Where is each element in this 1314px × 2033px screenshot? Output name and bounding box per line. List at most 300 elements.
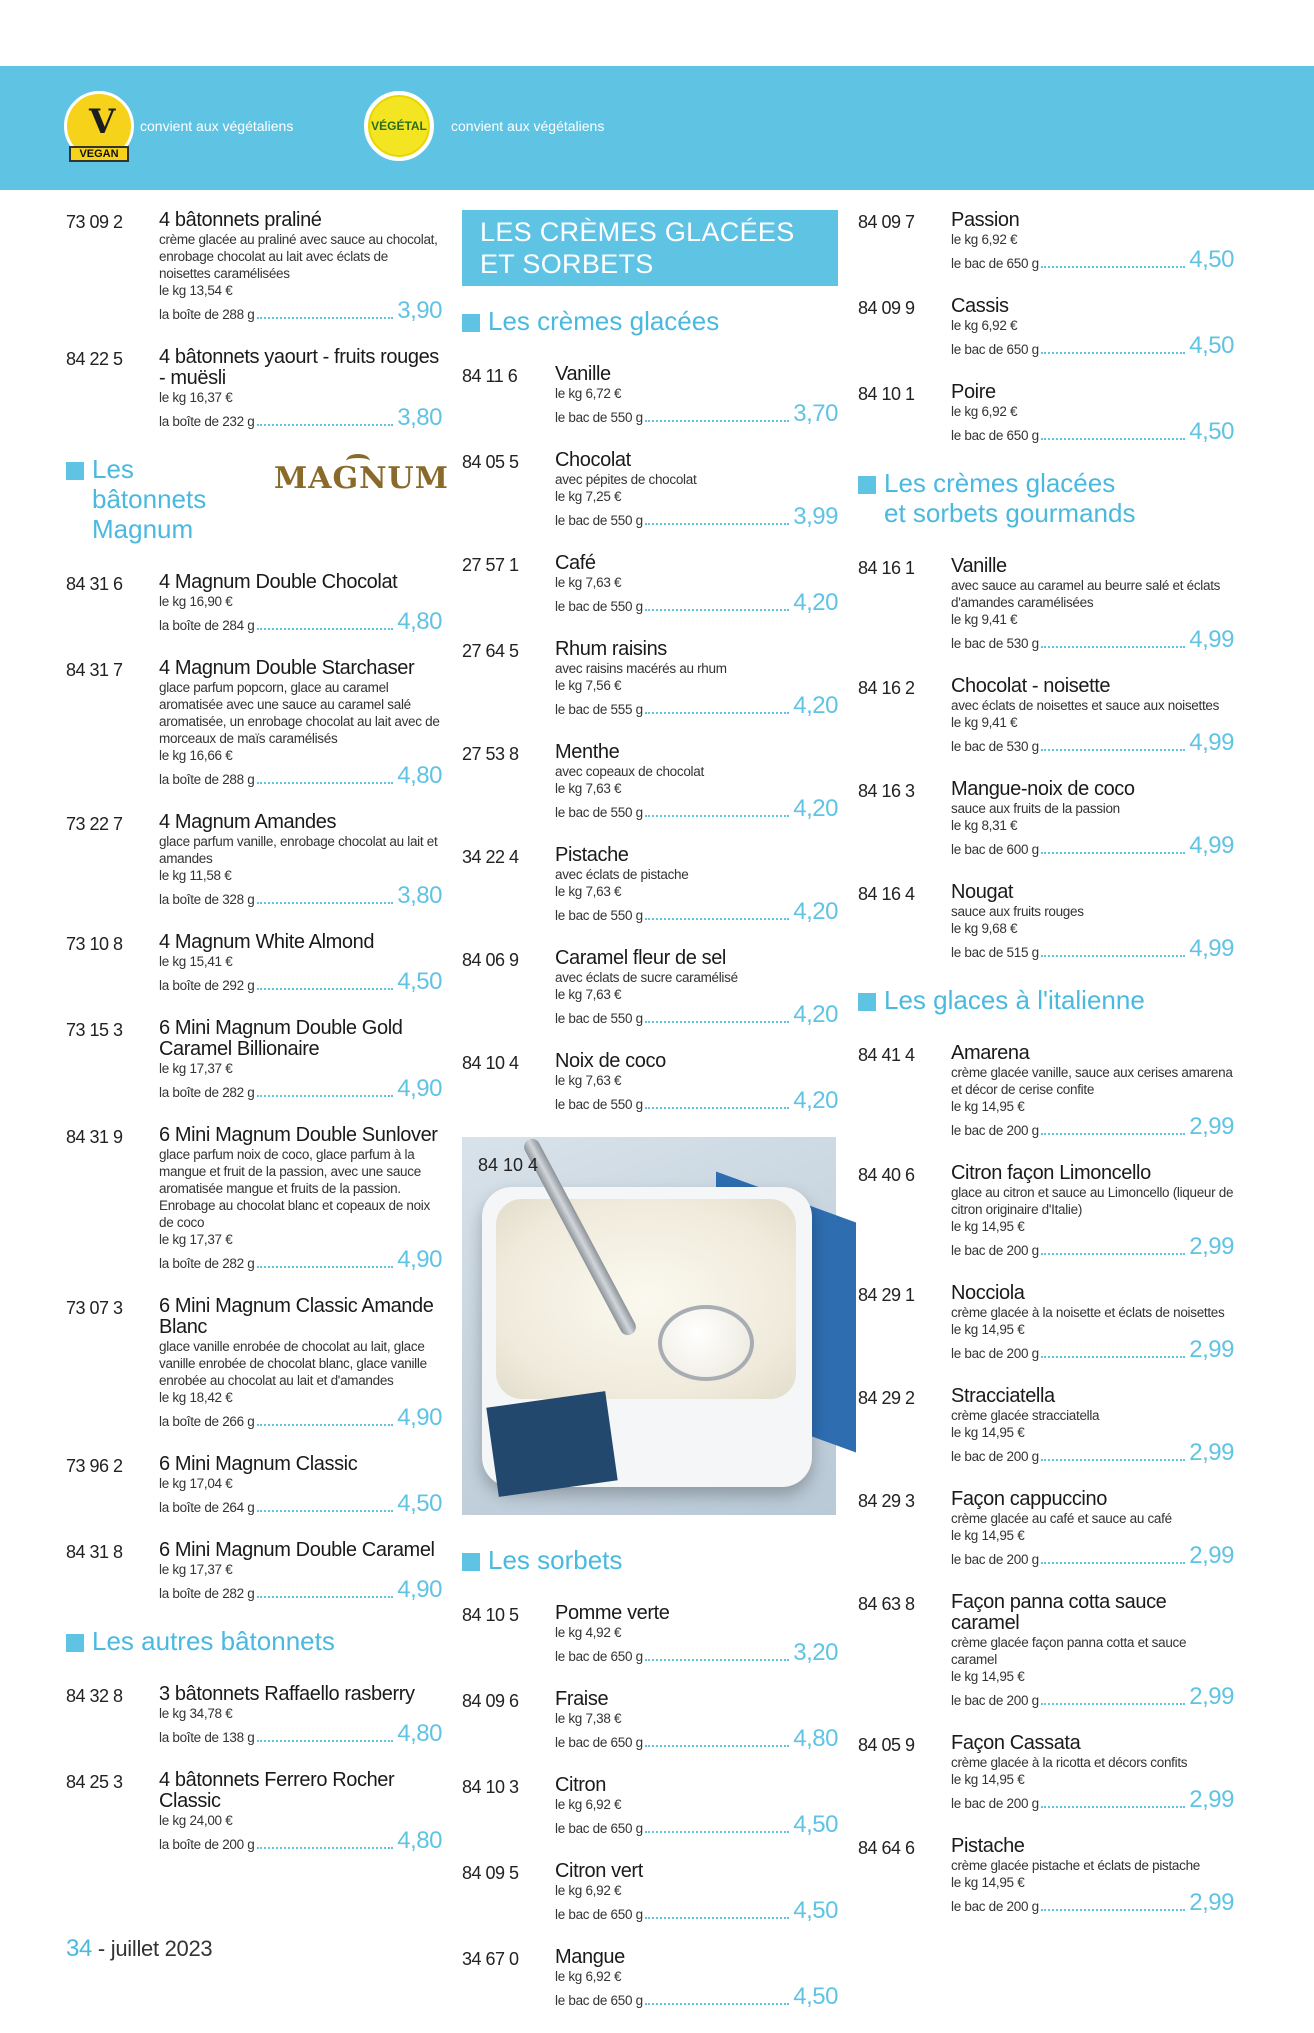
dotted-leader: [1041, 1909, 1185, 1911]
product-name: Caramel fleur de sel: [555, 947, 726, 969]
product-price: 4,50: [793, 1811, 838, 1838]
price-row: [159, 884, 442, 908]
price-per-kg: le kg 7,63 €: [555, 884, 622, 899]
dotted-leader: [257, 1424, 394, 1426]
price-row: [951, 834, 1234, 858]
price-row: [159, 406, 442, 430]
product-item: [462, 553, 838, 615]
package-size: le bac de 515 g: [951, 945, 1039, 960]
package-size: le bac de 550 g: [555, 1097, 643, 1112]
product-description: crème glacée pistache et éclats de pistache: [951, 1858, 1200, 1873]
package-size: le bac de 650 g: [951, 342, 1039, 357]
price-per-kg: le kg 18,42 €: [159, 1390, 233, 1405]
section-italienne: [858, 985, 1234, 1015]
package-size: la boîte de 138 g: [159, 1730, 255, 1745]
product-item: [858, 779, 1234, 858]
photo-scoop: [658, 1305, 754, 1381]
product-item: [858, 1836, 1234, 1915]
product-item: [66, 658, 442, 788]
product-name: Vanille: [951, 555, 1007, 577]
price-per-kg: le kg 4,92 €: [555, 1625, 622, 1640]
magnum-logo: [274, 461, 449, 496]
product-code: 84 09 6: [462, 1691, 519, 1711]
category-title-line2: ET SORBETS: [480, 249, 654, 279]
price-per-kg: le kg 7,63 €: [555, 1073, 622, 1088]
dotted-leader: [645, 420, 789, 422]
product-price: 4,20: [793, 1001, 838, 1028]
column-right: [858, 210, 1234, 1939]
dotted-leader: [1041, 1253, 1185, 1255]
product-price: 2,99: [1189, 1786, 1234, 1813]
package-size: le bac de 650 g: [951, 256, 1039, 271]
product-price: 2,99: [1189, 1889, 1234, 1916]
product-name: Vanille: [555, 363, 611, 385]
dotted-leader: [645, 1107, 789, 1109]
product-description: avec éclats de pistache: [555, 867, 689, 882]
price-per-kg: le kg 14,95 €: [951, 1875, 1025, 1890]
product-price: 4,50: [793, 1897, 838, 1924]
package-size: le bac de 530 g: [951, 739, 1039, 754]
price-per-kg: le kg 14,95 €: [951, 1322, 1025, 1337]
product-description: crème glacée stracciatella: [951, 1408, 1100, 1423]
price-row: [159, 1492, 442, 1516]
product-price: 4,20: [793, 898, 838, 925]
category-banner: [462, 210, 838, 286]
section-title: Les bâtonnets Magnum: [92, 454, 207, 544]
product-name: Mangue: [555, 1946, 625, 1968]
price-row: [951, 334, 1234, 358]
price-per-kg: le kg 34,78 €: [159, 1706, 233, 1721]
product-price: 4,90: [397, 1404, 442, 1431]
product-name: 4 Magnum Amandes: [159, 811, 337, 833]
dotted-leader: [1041, 1133, 1185, 1135]
price-per-kg: le kg 16,66 €: [159, 748, 233, 763]
product-price: 3,80: [397, 882, 442, 909]
list-gourmands: [858, 556, 1234, 961]
product-description: glace parfum vanille, enrobage chocolat au lait et amandes: [159, 834, 438, 866]
price-row: [555, 694, 838, 718]
package-size: le bac de 200 g: [951, 1693, 1039, 1708]
price-row: [555, 900, 838, 924]
product-code: 34 67 0: [462, 1949, 519, 1969]
product-name: 6 Mini Magnum Double Caramel: [159, 1539, 435, 1561]
dotted-leader: [1041, 1806, 1185, 1808]
list-top: [66, 210, 442, 430]
product-code: 73 22 7: [66, 814, 123, 834]
price-row: [555, 1003, 838, 1027]
vegan-logo: [64, 91, 134, 161]
product-name: Nocciola: [951, 1282, 1025, 1304]
photo-ice-cream: [496, 1199, 796, 1399]
product-price: 3,80: [397, 404, 442, 431]
dotted-leader: [1041, 1703, 1185, 1705]
product-description: avec raisins macérés au rhum: [555, 661, 727, 676]
section-gourmands: [858, 468, 1234, 528]
section-cremes: [462, 306, 838, 336]
product-code: 84 31 9: [66, 1127, 123, 1147]
product-code: 73 07 3: [66, 1298, 123, 1318]
product-photo: [462, 1137, 836, 1515]
product-price: 4,90: [397, 1576, 442, 1603]
dotted-leader: [257, 1266, 394, 1268]
product-description: avec copeaux de chocolat: [555, 764, 704, 779]
package-size: le bac de 200 g: [951, 1899, 1039, 1914]
dotted-leader: [645, 523, 789, 525]
list-cremes: [462, 364, 838, 1113]
price-row: [555, 1813, 838, 1837]
product-description: sauce aux fruits rouges: [951, 904, 1084, 919]
dotted-leader: [257, 1740, 394, 1742]
product-name: Pistache: [555, 844, 629, 866]
product-item: [66, 1684, 442, 1746]
price-per-kg: le kg 8,31 €: [951, 818, 1018, 833]
dotted-leader: [1041, 749, 1185, 751]
product-code: 84 29 2: [858, 1388, 915, 1408]
product-name: 4 Magnum Double Starchaser: [159, 657, 415, 679]
product-item: [462, 948, 838, 1027]
list-magnum: [66, 572, 442, 1602]
dotted-leader: [1041, 1562, 1185, 1564]
dotted-leader: [257, 902, 394, 904]
product-code: 84 16 2: [858, 678, 915, 698]
product-item: [66, 932, 442, 994]
section-title: Les autres bâtonnets: [92, 1626, 335, 1656]
product-item: [858, 1386, 1234, 1465]
price-row: [555, 505, 838, 529]
section-magnum: [66, 454, 449, 544]
dotted-leader: [257, 782, 394, 784]
price-row: [951, 628, 1234, 652]
price-row: [951, 1441, 1234, 1465]
price-row: [951, 1544, 1234, 1568]
dotted-leader: [1041, 438, 1185, 440]
product-code: 84 09 9: [858, 298, 915, 318]
package-size: la boîte de 282 g: [159, 1085, 255, 1100]
package-size: le bac de 550 g: [555, 805, 643, 820]
product-code: 27 64 5: [462, 641, 519, 661]
product-price: 4,80: [397, 608, 442, 635]
price-row: [159, 1248, 442, 1272]
price-per-kg: le kg 6,92 €: [555, 1969, 622, 1984]
price-per-kg: le kg 14,95 €: [951, 1772, 1025, 1787]
list-autres: [66, 1684, 442, 1853]
price-per-kg: le kg 7,63 €: [555, 987, 622, 1002]
product-item: [858, 1489, 1234, 1568]
product-description: glace parfum popcorn, glace au caramel aromatisée avec une sauce au caramel salé aromatisée, un enrobage chocolat au lait avec de morceaux de maïs caramélisés: [159, 680, 440, 746]
product-name: Façon Cassata: [951, 1732, 1081, 1754]
dotted-leader: [257, 424, 394, 426]
product-name: Café: [555, 552, 596, 574]
package-size: le bac de 650 g: [555, 1649, 643, 1664]
vegan-note: convient aux végétaliens: [140, 118, 294, 134]
product-item: [66, 210, 442, 323]
product-code: 84 40 6: [858, 1165, 915, 1185]
vegan-badge-label: VEGAN: [69, 146, 129, 162]
product-name: 6 Mini Magnum Classic: [159, 1453, 358, 1475]
product-price: 2,99: [1189, 1233, 1234, 1260]
package-size: le bac de 530 g: [951, 636, 1039, 651]
product-price: 3,70: [793, 400, 838, 427]
product-name: Fraise: [555, 1688, 609, 1710]
section-title-line2: et sorbets gourmands: [884, 498, 1136, 528]
package-size: le bac de 650 g: [555, 1821, 643, 1836]
package-size: le bac de 200 g: [951, 1449, 1039, 1464]
product-price: 4,20: [793, 795, 838, 822]
product-item: [462, 1775, 838, 1837]
product-item: [66, 1770, 442, 1853]
product-name: 4 Magnum Double Chocolat: [159, 571, 398, 593]
product-item: [462, 845, 838, 924]
price-row: [555, 1641, 838, 1665]
product-item: [462, 1603, 838, 1665]
product-name: Rhum raisins: [555, 638, 667, 660]
product-price: 4,50: [793, 1983, 838, 2010]
vegetal-badge-label: VÉGÉTAL: [371, 119, 427, 133]
product-item: [858, 1592, 1234, 1709]
price-row: [159, 1077, 442, 1101]
product-item: [858, 210, 1234, 272]
price-per-kg: le kg 17,04 €: [159, 1476, 233, 1491]
product-item: [462, 1861, 838, 1923]
product-item: [66, 1125, 442, 1272]
product-description: crème glacée au praliné avec sauce au chocolat, enrobage chocolat au lait avec éclats de noisettes caramélisées: [159, 232, 438, 281]
list-sorbets-continued: [858, 210, 1234, 444]
product-item: [858, 1283, 1234, 1362]
product-name: 6 Mini Magnum Double Gold Caramel Billionaire: [159, 1017, 403, 1060]
dotted-leader: [1041, 266, 1185, 268]
product-description: crème glacée vanille, sauce aux cerises amarena et décor de cerise confite: [951, 1065, 1233, 1097]
product-description: glace parfum noix de coco, glace parfum à la mangue et fruit de la passion, avec une sauce aromatisée mangue et fruits de la passion. Enrobage au chocolat blanc et copeaux de noix de coco: [159, 1147, 430, 1230]
product-code: 84 10 5: [462, 1605, 519, 1625]
package-size: le bac de 200 g: [951, 1796, 1039, 1811]
price-per-kg: le kg 14,95 €: [951, 1669, 1025, 1684]
price-row: [159, 1578, 442, 1602]
package-size: la boîte de 200 g: [159, 1837, 255, 1852]
price-row: [159, 970, 442, 994]
dotted-leader: [645, 1917, 789, 1919]
section-square-icon: [858, 993, 876, 1011]
dotted-leader: [257, 1847, 394, 1849]
dotted-leader: [1041, 1459, 1185, 1461]
price-per-kg: le kg 7,56 €: [555, 678, 622, 693]
dotted-leader: [257, 1596, 394, 1598]
price-per-kg: le kg 17,37 €: [159, 1232, 233, 1247]
product-item: [462, 450, 838, 529]
product-item: [858, 556, 1234, 652]
price-per-kg: le kg 7,25 €: [555, 489, 622, 504]
product-code: 84 11 6: [462, 366, 518, 386]
product-item: [462, 742, 838, 821]
price-row: [951, 420, 1234, 444]
product-code: 84 06 9: [462, 950, 519, 970]
price-row: [951, 248, 1234, 272]
product-code: 84 16 4: [858, 884, 915, 904]
product-price: 4,50: [1189, 418, 1234, 445]
product-code: 73 10 8: [66, 934, 123, 954]
product-price: 4,90: [397, 1246, 442, 1273]
product-name: Passion: [951, 209, 1020, 231]
page-footer: [66, 1935, 212, 1963]
product-item: [858, 676, 1234, 755]
price-per-kg: le kg 7,63 €: [555, 781, 622, 796]
section-title: Les crèmes glacées: [488, 306, 720, 336]
package-size: le bac de 600 g: [951, 842, 1039, 857]
product-item: [66, 347, 442, 430]
product-code: 84 05 9: [858, 1735, 915, 1755]
dotted-leader: [645, 1659, 789, 1661]
product-name: Nougat: [951, 881, 1014, 903]
product-price: 4,50: [397, 1490, 442, 1517]
price-row: [951, 1235, 1234, 1259]
section-square-icon: [66, 462, 84, 480]
price-per-kg: le kg 13,54 €: [159, 283, 233, 298]
product-price: 4,50: [397, 968, 442, 995]
price-row: [555, 797, 838, 821]
product-name: Citron: [555, 1774, 606, 1796]
product-name: 6 Mini Magnum Double Sunlover: [159, 1124, 438, 1146]
magnum-logo-text: MAGNUM: [274, 461, 449, 496]
price-row: [951, 731, 1234, 755]
product-price: 4,80: [793, 1725, 838, 1752]
product-code: 84 64 6: [858, 1838, 915, 1858]
product-price: 3,20: [793, 1639, 838, 1666]
price-per-kg: le kg 9,41 €: [951, 715, 1018, 730]
section-square-icon: [462, 314, 480, 332]
product-item: [858, 1043, 1234, 1139]
section-square-icon: [858, 476, 876, 494]
package-size: la boîte de 288 g: [159, 307, 255, 322]
price-per-kg: le kg 15,41 €: [159, 954, 233, 969]
price-row: [951, 1115, 1234, 1139]
product-code: 27 57 1: [462, 555, 519, 575]
product-name: Pistache: [951, 1835, 1025, 1857]
vegan-v-mark: V: [89, 102, 116, 142]
price-per-kg: le kg 16,37 €: [159, 390, 233, 405]
package-size: le bac de 200 g: [951, 1243, 1039, 1258]
product-price: 4,99: [1189, 729, 1234, 756]
package-size: la boîte de 288 g: [159, 772, 255, 787]
price-row: [555, 1089, 838, 1113]
package-size: le bac de 650 g: [555, 1735, 643, 1750]
dotted-leader: [645, 712, 789, 714]
product-code: 84 05 5: [462, 452, 519, 472]
price-per-kg: le kg 9,68 €: [951, 921, 1018, 936]
price-per-kg: le kg 14,95 €: [951, 1528, 1025, 1543]
price-row: [555, 402, 838, 426]
photo-code: 84 10 4: [478, 1155, 539, 1175]
product-code: 73 09 2: [66, 212, 123, 232]
product-name: Menthe: [555, 741, 620, 763]
dotted-leader: [1041, 646, 1185, 648]
product-item: [462, 639, 838, 718]
dotted-leader: [645, 1745, 789, 1747]
product-name: Pomme verte: [555, 1602, 670, 1624]
product-name: Chocolat: [555, 449, 631, 471]
product-item: [462, 1689, 838, 1751]
price-per-kg: le kg 14,95 €: [951, 1099, 1025, 1114]
package-size: le bac de 650 g: [555, 1993, 643, 2008]
product-name: 6 Mini Magnum Classic Amande Blanc: [159, 1295, 434, 1338]
price-row: [159, 1406, 442, 1430]
product-code: 84 10 3: [462, 1777, 519, 1797]
product-price: 4,80: [397, 1827, 442, 1854]
dotted-leader: [1041, 352, 1185, 354]
package-size: la boîte de 232 g: [159, 414, 255, 429]
product-code: 84 31 8: [66, 1542, 123, 1562]
product-price: 2,99: [1189, 1683, 1234, 1710]
price-row: [555, 1985, 838, 2009]
product-code: 84 41 4: [858, 1045, 915, 1065]
list-sorbets: [462, 1603, 838, 2009]
product-price: 4,90: [397, 1075, 442, 1102]
price-per-kg: le kg 6,92 €: [951, 404, 1018, 419]
product-description: glace au citron et sauce au Limoncello (liqueur de citron originaire d'Italie): [951, 1185, 1234, 1217]
section-title-line1: Les crèmes glacées: [884, 468, 1116, 498]
price-per-kg: le kg 11,58 €: [159, 868, 232, 883]
product-item: [66, 1296, 442, 1430]
package-size: le bac de 550 g: [555, 513, 643, 528]
section-square-icon: [462, 1553, 480, 1571]
product-name: 4 Magnum White Almond: [159, 931, 375, 953]
product-item: [66, 1018, 442, 1101]
package-size: la boîte de 282 g: [159, 1256, 255, 1271]
dotted-leader: [1041, 852, 1185, 854]
product-code: 84 25 3: [66, 1772, 123, 1792]
package-size: le bac de 550 g: [555, 908, 643, 923]
package-size: la boîte de 292 g: [159, 978, 255, 993]
price-row: [555, 1727, 838, 1751]
product-code: 84 16 1: [858, 558, 915, 578]
page-number: 34: [66, 1935, 93, 1962]
product-code: 84 31 7: [66, 660, 123, 680]
product-item: [462, 364, 838, 426]
product-name: Façon cappuccino: [951, 1488, 1107, 1510]
price-row: [555, 1899, 838, 1923]
price-per-kg: le kg 6,72 €: [555, 386, 622, 401]
product-price: 4,50: [1189, 246, 1234, 273]
product-item: [858, 1163, 1234, 1259]
package-size: le bac de 650 g: [951, 428, 1039, 443]
price-per-kg: le kg 24,00 €: [159, 1813, 233, 1828]
price-row: [951, 1891, 1234, 1915]
dotted-leader: [645, 815, 789, 817]
product-code: 84 63 8: [858, 1594, 915, 1614]
product-price: 4,20: [793, 1087, 838, 1114]
product-name: Poire: [951, 381, 996, 403]
dotted-leader: [257, 628, 394, 630]
price-row: [555, 591, 838, 615]
product-code: 84 16 3: [858, 781, 915, 801]
product-name: Cassis: [951, 295, 1009, 317]
price-row: [159, 299, 442, 323]
magnum-swirl-icon: [346, 454, 370, 468]
package-size: la boîte de 266 g: [159, 1414, 255, 1429]
price-row: [159, 764, 442, 788]
product-description: avec sauce au caramel au beurre salé et éclats d'amandes caramélisées: [951, 578, 1221, 610]
dotted-leader: [257, 1095, 394, 1097]
price-per-kg: le kg 16,90 €: [159, 594, 233, 609]
photo-tub-label: [486, 1391, 617, 1497]
product-price: 3,90: [397, 297, 442, 324]
package-size: le bac de 555 g: [555, 702, 643, 717]
product-description: crème glacée à la noisette et éclats de noisettes: [951, 1305, 1225, 1320]
price-row: [951, 1685, 1234, 1709]
price-per-kg: le kg 6,92 €: [951, 232, 1018, 247]
package-size: le bac de 550 g: [555, 410, 643, 425]
dotted-leader: [1041, 955, 1185, 957]
dotted-leader: [645, 609, 789, 611]
price-per-kg: le kg 14,95 €: [951, 1425, 1025, 1440]
